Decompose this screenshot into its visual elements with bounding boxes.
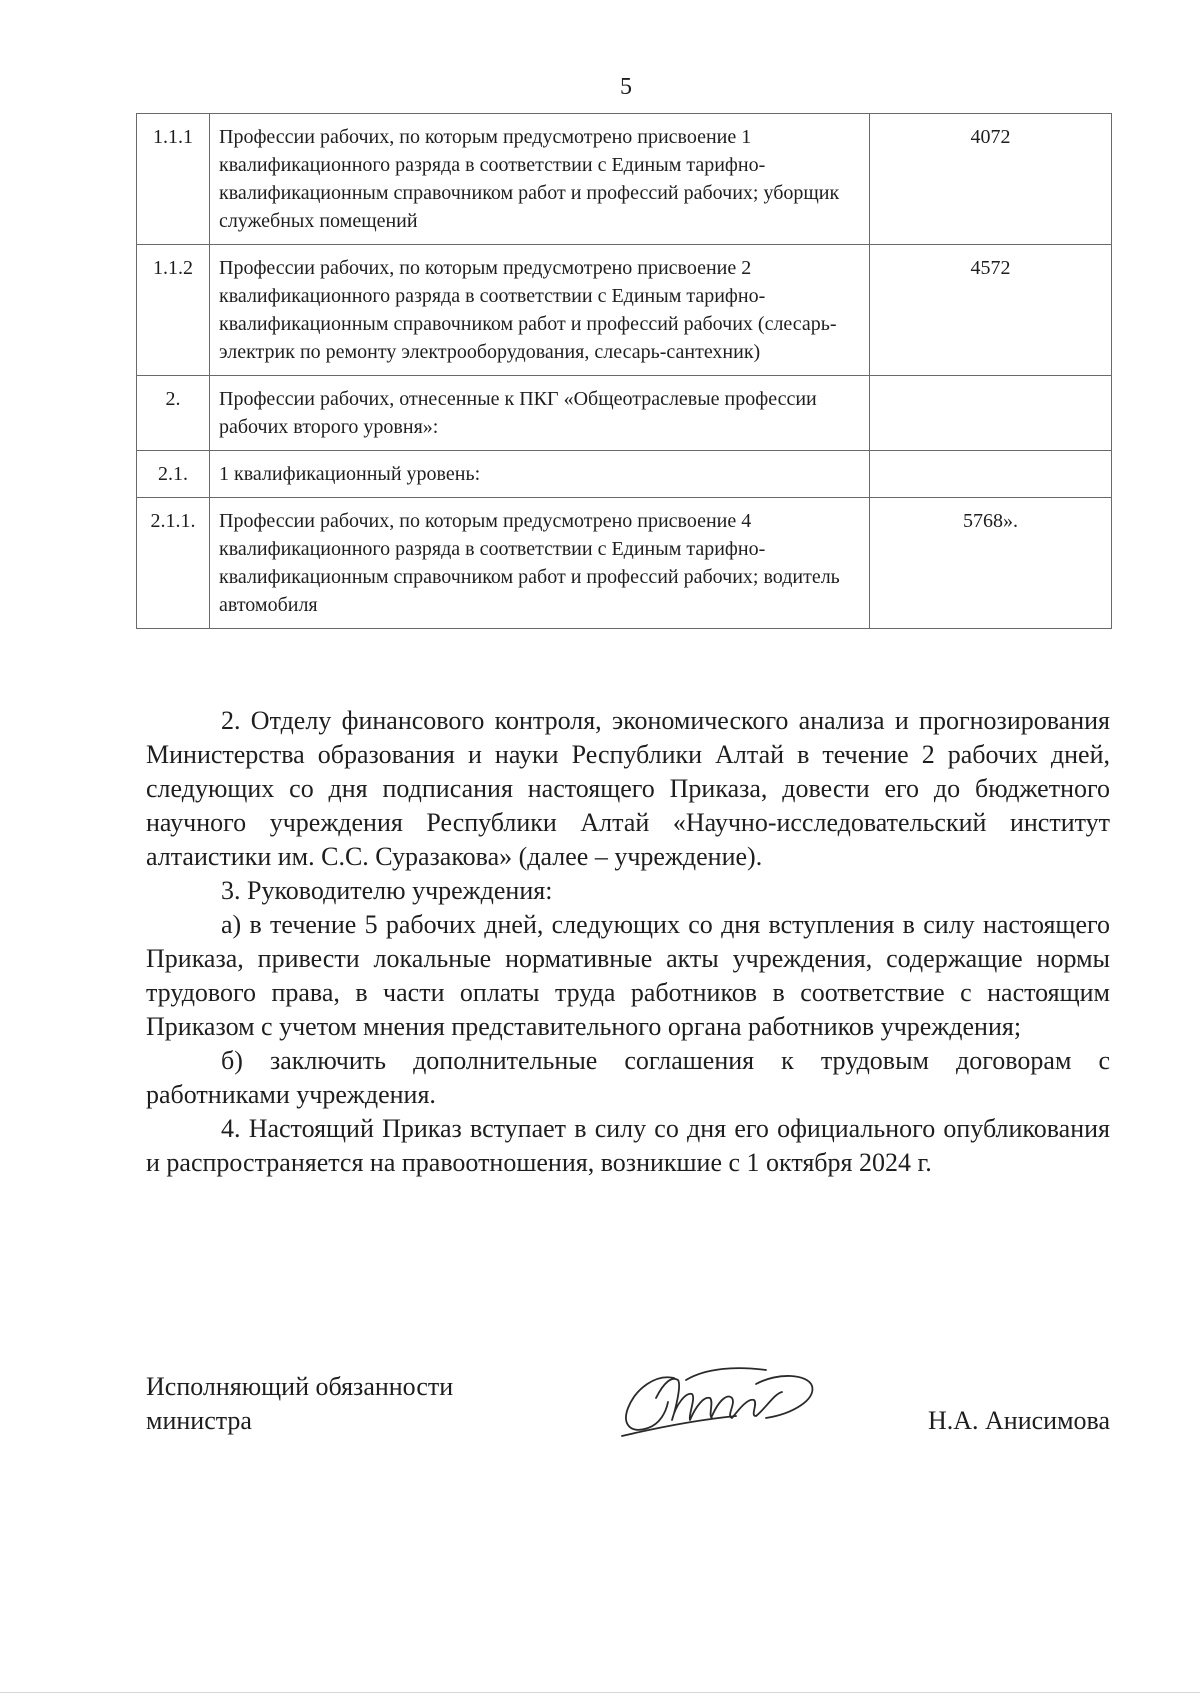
paragraph-item-4: 4. Настоящий Приказ вступает в силу со дня его официального опубликования и распространяется на правоотношения, возникшие с 1 октября 2024 г. — [146, 1114, 1110, 1177]
paragraph-item-3: 3. Руководителю учреждения: — [221, 876, 553, 905]
row-value: 4072 — [870, 114, 1112, 245]
row-number: 2.1.1. — [137, 498, 210, 629]
table-row — [137, 498, 1112, 629]
row-value: 5768». — [870, 498, 1112, 629]
row-description: Профессии рабочих, по которым предусмотрено присвоение 1 квалификационного разряда в соответствии с Единым тарифно-квалификационным справочником работ и профессий рабочих; уборщик служебных помещений — [210, 114, 870, 245]
row-number: 1.1.2 — [137, 245, 210, 376]
row-description: Профессии рабочих, по которым предусмотрено присвоение 4 квалификационного разряда в соответствии с Единым тарифно-квалификационным справочником работ и профессий рабочих; водитель автомобиля — [210, 498, 870, 629]
row-value — [870, 376, 1112, 451]
signer-title-line2: министра — [146, 1406, 252, 1435]
row-value — [870, 451, 1112, 498]
page-bottom-edge — [0, 1692, 1200, 1693]
paragraph-item-2: 2. Отделу финансового контроля, экономического анализа и прогнозирования Министерства образования и науки Республики Алтай в течение 2 рабочих дней, следующих со дня подписания настоящего Приказа, довести его до бюджетного научного учреждения Республики Алтай «Научно-исследовательский институт алтаистики им. С.С. Суразакова» (далее – учреждение). — [146, 706, 1110, 871]
handwritten-signature — [616, 1358, 816, 1442]
paragraph-subitem-b: б) заключить дополнительные соглашения к трудовым договорам с работниками учреждения. — [146, 1046, 1110, 1109]
table-row — [137, 245, 1112, 376]
page-number: 5 — [620, 74, 632, 100]
row-number: 1.1.1 — [137, 114, 210, 245]
signature-block — [146, 1370, 1110, 1470]
row-number: 2. — [137, 376, 210, 451]
paragraph-subitem-a: а) в течение 5 рабочих дней, следующих со дня вступления в силу настоящего Приказа, привести локальные нормативные акты учреждения, содержащие нормы трудового права, в части оплаты труда работников в соответствие с настоящим Приказом с учетом мнения представительного органа работников учреждения; — [146, 910, 1110, 1041]
row-description: 1 квалификационный уровень: — [210, 451, 870, 498]
rates-table — [136, 113, 1112, 629]
row-value: 4572 — [870, 245, 1112, 376]
table-row — [137, 451, 1112, 498]
table-row — [137, 114, 1112, 245]
row-description: Профессии рабочих, по которым предусмотрено присвоение 2 квалификационного разряда в соответствии с Единым тарифно-квалификационным справочником работ и профессий рабочих (слесарь-электрик по ремонту электрооборудования, слесарь-сантехник) — [210, 245, 870, 376]
signer-name: Н.А. Анисимова — [927, 1406, 1110, 1435]
signer-title-line1: Исполняющий обязанности — [146, 1372, 454, 1401]
document-body — [146, 704, 1110, 1180]
row-number: 2.1. — [137, 451, 210, 498]
table-row — [137, 376, 1112, 451]
row-description: Профессии рабочих, отнесенные к ПКГ «Общеотраслевые профессии рабочих второго уровня»: — [210, 376, 870, 451]
signer-title — [146, 1370, 453, 1438]
